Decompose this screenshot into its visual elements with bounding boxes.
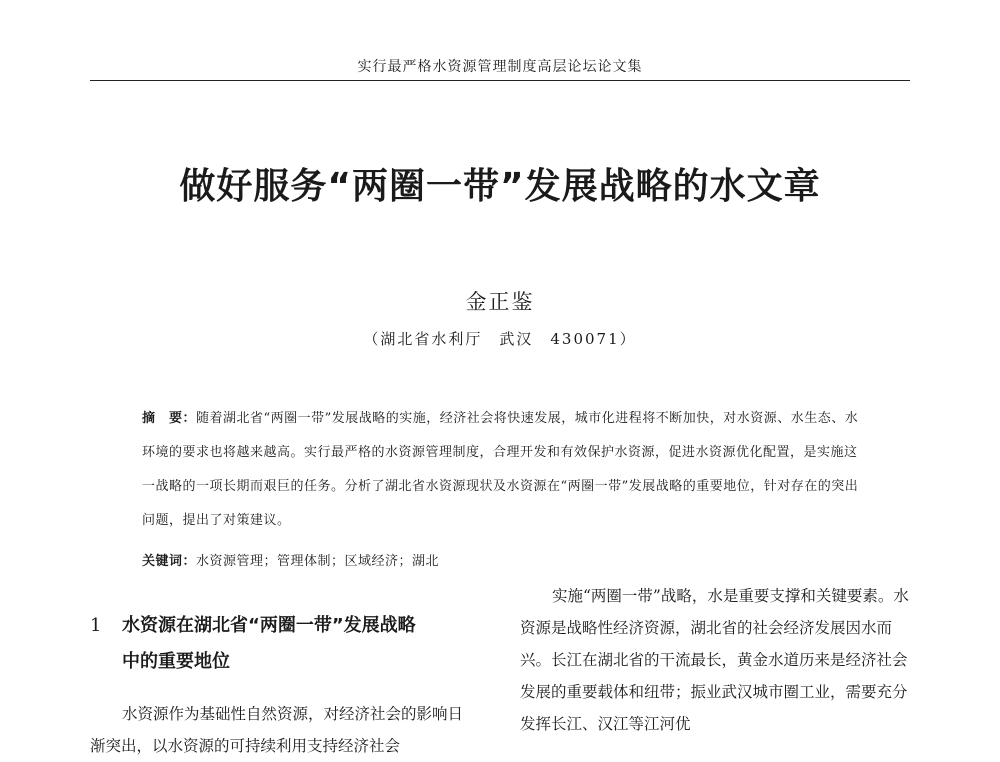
keywords-label: 关键词： [142, 554, 197, 569]
section-title-line2: 中的重要地位 [122, 651, 230, 672]
section-title-line1: 水资源在湖北省“两圈一带”发展战略 [122, 615, 416, 636]
left-column-paragraph: 水资源作为基础性自然资源，对经济社会的影响日渐突出，以水资源的可持续利用支持经济社会 [90, 705, 464, 755]
paper-title: 做好服务“两圈一带”发展战略的水文章 [179, 166, 821, 207]
author-affiliation: （湖北省水利厅 武汉 430071） [363, 330, 637, 348]
keywords [142, 550, 862, 569]
author-name: 金正鉴 [465, 290, 535, 314]
abstract [142, 402, 862, 538]
section-number: 1 [90, 615, 102, 636]
abstract-text: 随着湖北省“两圈一带”发展战略的实施，经济社会将快速发展，城市化进程将不断加快，对水资源、水生态、水环境的要求也将越来越高。实行最严格的水资源管理制度，合理开发和有效保护水资源，促进水资源优化配置，是实施这一战略的一项长期而艰巨的任务。分析了湖北省水资源现状及水资源在“两圈一带”发展战略的重要地位，针对存在的突出问题，提出了对策建议。 [142, 411, 859, 528]
right-column-paragraph: 实施“两圈一带”战略，水是重要支撑和关键要素。水资源是战略性经济资源，湖北省的社会经济发展因水而兴。长江在湖北省的干流最长，黄金水道历来是经济社会发展的重要载体和纽带；振业武汉城市圈工业，需要充分发挥长江、汉江等江河优 [520, 587, 909, 733]
header-rule [90, 80, 910, 81]
running-header: 实行最严格水资源管理制度高层论坛论文集 [357, 59, 643, 75]
abstract-label: 摘 要： [142, 411, 197, 426]
section-heading [90, 608, 490, 680]
keywords-text: 水资源管理；管理体制；区域经济；湖北 [196, 554, 440, 569]
